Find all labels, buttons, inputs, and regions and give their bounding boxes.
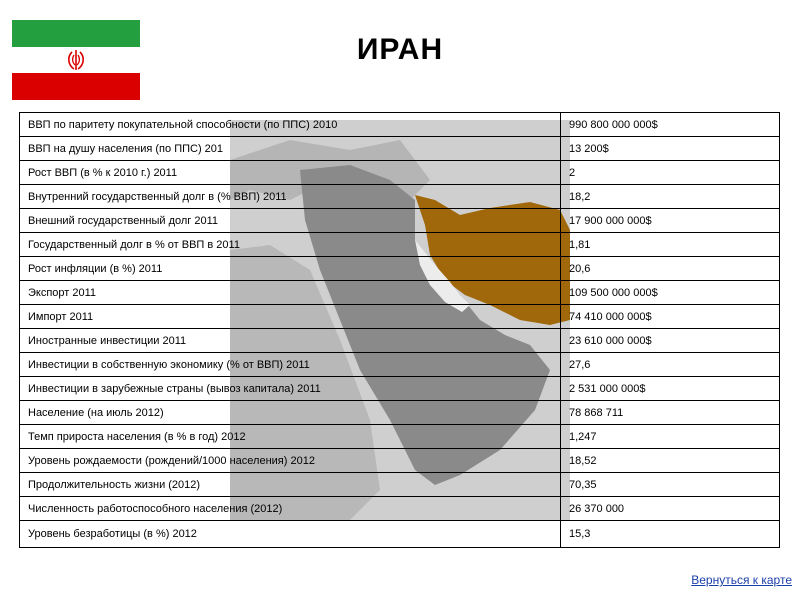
table-row	[20, 425, 780, 449]
table-row	[20, 161, 780, 185]
table-row	[20, 281, 780, 305]
row-value: 17 900 000 000$	[561, 209, 780, 233]
row-label: Темп прироста населения (в % в год) 2012	[20, 425, 561, 449]
table-row	[20, 473, 780, 497]
row-label: Иностранные инвестиции 2011	[20, 329, 561, 353]
table-row	[20, 521, 780, 548]
row-value: 26 370 000	[561, 497, 780, 521]
table-row	[20, 233, 780, 257]
statistics-table-body	[20, 113, 780, 548]
row-label: Инвестиции в собственную экономику (% от ВВП) 2011	[20, 353, 561, 377]
row-value: 20,6	[561, 257, 780, 281]
row-value: 990 800 000 000$	[561, 113, 780, 137]
flag-red-band	[12, 73, 140, 100]
row-value: 23 610 000 000$	[561, 329, 780, 353]
table-row	[20, 305, 780, 329]
table-row	[20, 401, 780, 425]
row-value: 2 531 000 000$	[561, 377, 780, 401]
row-label: Внешний государственный долг 2011	[20, 209, 561, 233]
row-value: 74 410 000 000$	[561, 305, 780, 329]
row-label: Государственный долг в % от ВВП в 2011	[20, 233, 561, 257]
row-value: 70,35	[561, 473, 780, 497]
row-value: 2	[561, 161, 780, 185]
table-row	[20, 353, 780, 377]
row-value: 15,3	[561, 521, 780, 548]
row-label: Продолжительность жизни (2012)	[20, 473, 561, 497]
row-label: Численность работоспособного населения (2012)	[20, 497, 561, 521]
row-label: ВВП на душу населения (по ППС) 201	[20, 137, 561, 161]
row-label: Инвестиции в зарубежные страны (вывоз капитала) 2011	[20, 377, 561, 401]
row-label: Население (на июль 2012)	[20, 401, 561, 425]
row-label: Экспорт 2011	[20, 281, 561, 305]
row-value: 109 500 000 000$	[561, 281, 780, 305]
page-title: ИРАН	[356, 33, 444, 66]
row-label: Рост ВВП (в % к 2010 г.) 2011	[20, 161, 561, 185]
row-value: 1,247	[561, 425, 780, 449]
table-row	[20, 329, 780, 353]
back-to-map-link[interactable]: Вернуться к карте	[691, 573, 792, 587]
row-value: 13 200$	[561, 137, 780, 161]
row-value: 1,81	[561, 233, 780, 257]
row-label: ВВП по паритету покупательной способности (по ППС) 2010	[20, 113, 561, 137]
row-value: 27,6	[561, 353, 780, 377]
table-row	[20, 257, 780, 281]
table-row	[20, 449, 780, 473]
table-row	[20, 497, 780, 521]
table-row	[20, 185, 780, 209]
row-value: 78 868 711	[561, 401, 780, 425]
statistics-table	[19, 112, 780, 548]
row-value: 18,2	[561, 185, 780, 209]
row-value: 18,52	[561, 449, 780, 473]
table-row	[20, 113, 780, 137]
table-row	[20, 137, 780, 161]
row-label: Внутренний государственный долг в (% ВВП) 2011	[20, 185, 561, 209]
row-label: Рост инфляции (в %) 2011	[20, 257, 561, 281]
row-label: Импорт 2011	[20, 305, 561, 329]
table-row	[20, 209, 780, 233]
row-label: Уровень рождаемости (рождений/1000 населения) 2012	[20, 449, 561, 473]
row-label: Уровень безработицы (в %) 2012	[20, 521, 561, 548]
table-row	[20, 377, 780, 401]
